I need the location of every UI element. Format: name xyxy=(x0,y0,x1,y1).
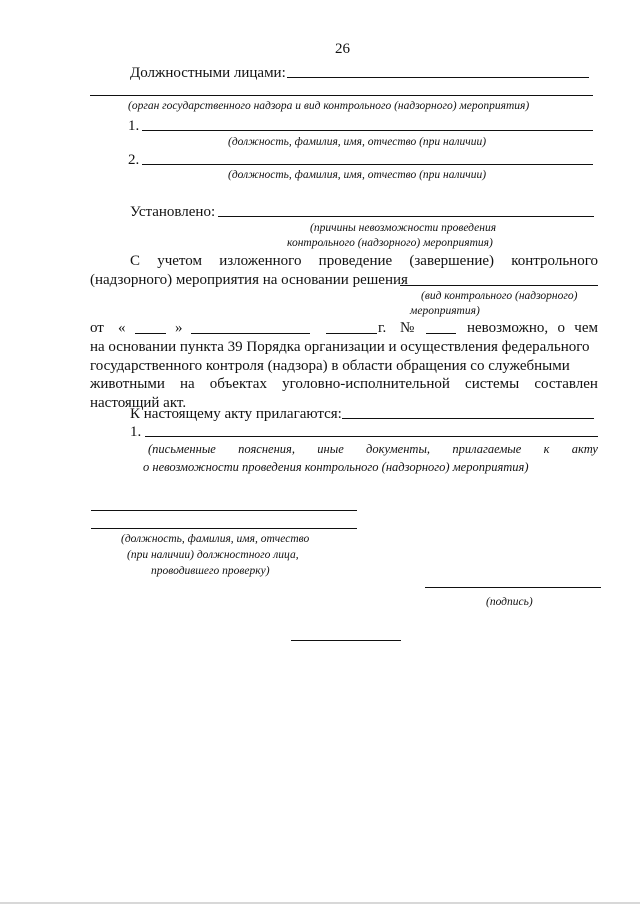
decision-word: системы xyxy=(465,376,520,392)
decision-line-7: настоящий акт. xyxy=(90,395,187,411)
date-ot-label: от xyxy=(90,320,104,336)
decision-type-caption-line-2: мероприятия) xyxy=(410,305,480,317)
official-caption-line-3: проводившего проверку) xyxy=(151,565,270,577)
attachments-label: К настоящему акту прилагаются: xyxy=(130,406,342,422)
date-day-field[interactable] xyxy=(135,333,166,334)
decision-line-5: государственного контроля (надзора) в области обращения со служебными xyxy=(90,358,570,374)
attachments-caption-line-2: о невозможности проведения контрольного (надзорного) мероприятия) xyxy=(143,460,529,474)
organ-field-line[interactable] xyxy=(90,95,593,96)
page-number: 26 xyxy=(335,41,350,57)
caption-word: (письменные xyxy=(148,442,216,456)
decision-word: на xyxy=(179,376,195,392)
officials-field-line[interactable] xyxy=(287,77,589,78)
decision-line-1 xyxy=(130,252,598,270)
date-year-suffix: г. xyxy=(378,320,387,336)
decision-word: уголовно-исполнительной xyxy=(282,376,450,392)
official-item-2-line[interactable] xyxy=(142,164,593,165)
decision-line-4: на основании пункта 39 Порядка организации и осуществления федерального xyxy=(90,339,590,355)
official-item-2-number: 2. xyxy=(128,152,140,168)
official-item-1-line[interactable] xyxy=(142,130,593,131)
impossible-phrase xyxy=(467,319,598,337)
date-month-field[interactable] xyxy=(191,333,310,334)
attachment-item-1-line[interactable] xyxy=(145,436,598,437)
official-item-1-number: 1. xyxy=(128,118,140,134)
impossible-word: невозможно, xyxy=(467,320,549,336)
caption-word: акту xyxy=(571,442,598,456)
decision-word: изложенного xyxy=(219,253,302,269)
decision-word: (завершение) xyxy=(409,253,495,269)
caption-word: документы, xyxy=(366,442,431,456)
date-quote-open: « xyxy=(118,320,126,336)
established-caption-line-1: (причины невозможности проведения xyxy=(310,222,497,234)
decision-word: учетом xyxy=(157,253,202,269)
official-signature-line-2[interactable] xyxy=(91,528,357,529)
decision-line-2: (надзорного) мероприятия на основании решения xyxy=(90,272,408,288)
official-caption-line-2: (при наличии) должностного лица, xyxy=(127,549,299,561)
official-item-2-caption: (должность, фамилия, имя, отчество (при наличии) xyxy=(228,169,487,181)
decision-number-field[interactable] xyxy=(426,333,456,334)
attachment-item-1-number: 1. xyxy=(130,424,142,440)
official-signature-line-1[interactable] xyxy=(91,510,357,511)
caption-word: прилагаемые xyxy=(452,442,522,456)
decision-word: проведение xyxy=(318,253,393,269)
decision-type-caption-line-1: (вид контрольного (надзорного) xyxy=(421,290,578,302)
o-word: о xyxy=(557,320,565,336)
caption-word: пояснения, xyxy=(238,442,295,456)
decision-word: составлен xyxy=(534,376,598,392)
decision-word: контрольного xyxy=(511,253,598,269)
attachments-caption-line-1 xyxy=(148,441,598,457)
attachments-field-line[interactable] xyxy=(342,418,594,419)
date-year-field[interactable] xyxy=(326,333,377,334)
caption-word: иные xyxy=(317,442,344,456)
chem-word: чем xyxy=(574,320,598,336)
decision-type-field-line[interactable] xyxy=(400,285,598,286)
signature-caption: (подпись) xyxy=(486,596,533,608)
official-item-1-caption: (должность, фамилия, имя, отчество (при наличии) xyxy=(228,136,487,148)
official-caption-line-1: (должность, фамилия, имя, отчество xyxy=(121,533,310,545)
caption-word: к xyxy=(543,442,550,456)
established-caption-line-2: контрольного (надзорного) мероприятия) xyxy=(287,237,493,249)
decision-line-6 xyxy=(90,375,598,393)
signature-line[interactable] xyxy=(425,587,601,588)
scan-bottom-edge xyxy=(0,902,640,904)
decision-word: животными xyxy=(90,376,165,392)
decision-word: объектах xyxy=(209,376,267,392)
date-quote-close: » xyxy=(175,320,183,336)
decision-word: С xyxy=(130,253,141,269)
established-label: Установлено: xyxy=(130,204,216,220)
organ-caption: (орган государственного надзора и вид контрольного (надзорного) мероприятия) xyxy=(128,100,530,112)
page-end-rule xyxy=(291,640,401,641)
established-field-line[interactable] xyxy=(218,216,594,217)
number-sign: № xyxy=(400,320,415,336)
officials-label: Должностными лицами: xyxy=(130,65,286,81)
